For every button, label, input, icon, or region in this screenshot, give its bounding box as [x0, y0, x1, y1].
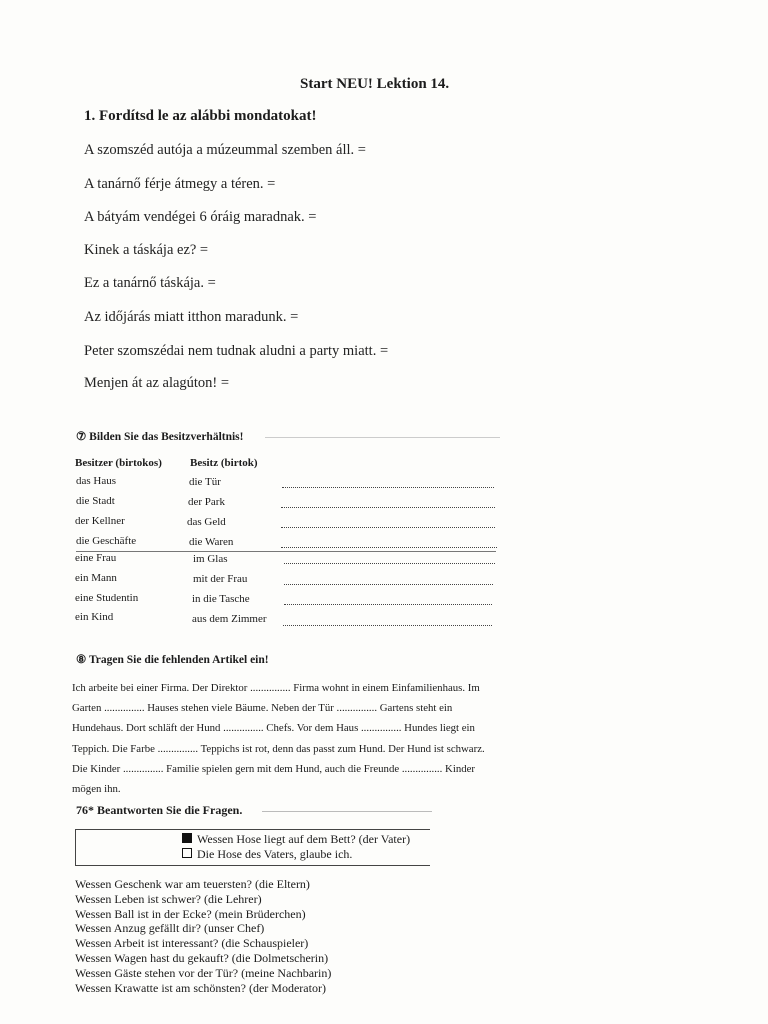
owner-cell: eine Frau	[75, 552, 117, 564]
filled-square-icon	[182, 833, 192, 843]
divider	[76, 551, 496, 552]
owner-cell: die Stadt	[76, 495, 115, 507]
answer-line[interactable]	[281, 527, 495, 528]
owner-column-header: Besitzer (birtokos)	[75, 457, 162, 469]
answer-line[interactable]	[281, 507, 495, 508]
section4-heading: 76* Beantworten Sie die Fragen.	[76, 803, 243, 817]
answer-line[interactable]	[283, 625, 492, 626]
question: Wessen Geschenk war am teuersten? (die Eltern)	[75, 877, 310, 891]
page-title: Start NEU! Lektion 14.	[300, 76, 450, 92]
hungarian-sentence: A tanárnő férje átmegy a téren. =	[84, 176, 276, 192]
owner-cell: eine Studentin	[75, 592, 139, 604]
answer-line[interactable]	[284, 563, 495, 564]
question: Wessen Wagen hast du gekauft? (die Dolmetscherin)	[75, 951, 329, 965]
owner-cell: das Haus	[76, 475, 117, 487]
divider	[262, 811, 432, 812]
hungarian-sentence: Menjen át az alagúton! =	[84, 375, 230, 391]
possession-cell: mit der Frau	[193, 573, 248, 585]
hungarian-sentence: Kinek a táskája ez? =	[84, 242, 209, 258]
possession-cell: in die Tasche	[192, 593, 250, 605]
question: Wessen Ball ist in der Ecke? (mein Brüderchen)	[75, 907, 306, 921]
possession-column-header: Besitz (birtok)	[190, 457, 258, 469]
example-question-text: Wessen Hose liegt auf dem Bett? (der Vater)	[197, 832, 411, 846]
owner-cell: der Kellner	[75, 515, 125, 527]
hungarian-sentence: Az időjárás miatt itthon maradunk. =	[84, 309, 299, 325]
example-question	[182, 832, 410, 847]
example-answer-text: Die Hose des Vaters, glaube ich.	[197, 847, 353, 861]
possession-cell: die Waren	[189, 536, 234, 548]
hungarian-sentence: A bátyám vendégei 6 óráig maradnak. =	[84, 209, 317, 225]
answer-line[interactable]	[282, 487, 494, 488]
section3-heading: ⑧ Tragen Sie die fehlenden Artikel ein!	[76, 654, 269, 666]
owner-cell: ein Mann	[75, 572, 117, 584]
answer-line[interactable]	[281, 547, 497, 548]
question: Wessen Krawatte ist am schönsten? (der Moderator)	[75, 981, 326, 995]
hungarian-sentence: A szomszéd autója a múzeummal szemben áll. =	[84, 142, 366, 158]
possession-cell: im Glas	[193, 553, 228, 565]
question: Wessen Gäste stehen vor der Tür? (meine Nachbarin)	[75, 966, 332, 980]
empty-square-icon	[182, 848, 192, 858]
possession-cell: der Park	[188, 496, 225, 508]
section1-heading: 1. Fordítsd le az alábbi mondatokat!	[84, 108, 317, 124]
example-answer	[182, 847, 352, 862]
possession-cell: aus dem Zimmer	[192, 613, 267, 625]
answer-line[interactable]	[284, 604, 492, 605]
divider	[265, 437, 500, 438]
question: Wessen Arbeit ist interessant? (die Schauspieler)	[75, 936, 309, 950]
cloze-paragraph: Ich arbeite bei einer Firma. Der Direktor ............... Firma wohnt in einem Einfamilienhaus. Im Garten ............... Hauses stehen viele Bäume. Neben der Tür ............... Gartens steht ein Hundehaus. Dort schläft der Hund ............... Chefs. Vor dem Haus ............... Hundes liegt ein Teppich. Die Farbe ............... Teppichs ist rot, denn das passt zum Hund. Der Hund ist schwarz. Die Kinder ............... Familie spielen gern mit dem Hund, auch die Freunde ............... Kinder mögen ihn.	[72, 682, 485, 796]
question: Wessen Leben ist schwer? (die Lehrer)	[75, 892, 262, 906]
hungarian-sentence: Peter szomszédai nem tudnak aludni a party miatt. =	[84, 343, 389, 359]
possession-cell: die Tür	[189, 476, 221, 488]
owner-cell: die Geschäfte	[76, 535, 137, 547]
section2-heading: ⑦ Bilden Sie das Besitzverhältnis!	[76, 431, 244, 443]
possession-cell: das Geld	[187, 516, 226, 528]
answer-line[interactable]	[284, 584, 493, 585]
question: Wessen Anzug gefällt dir? (unser Chef)	[75, 921, 265, 935]
owner-cell: ein Kind	[75, 611, 114, 623]
hungarian-sentence: Ez a tanárnő táskája. =	[84, 275, 216, 291]
